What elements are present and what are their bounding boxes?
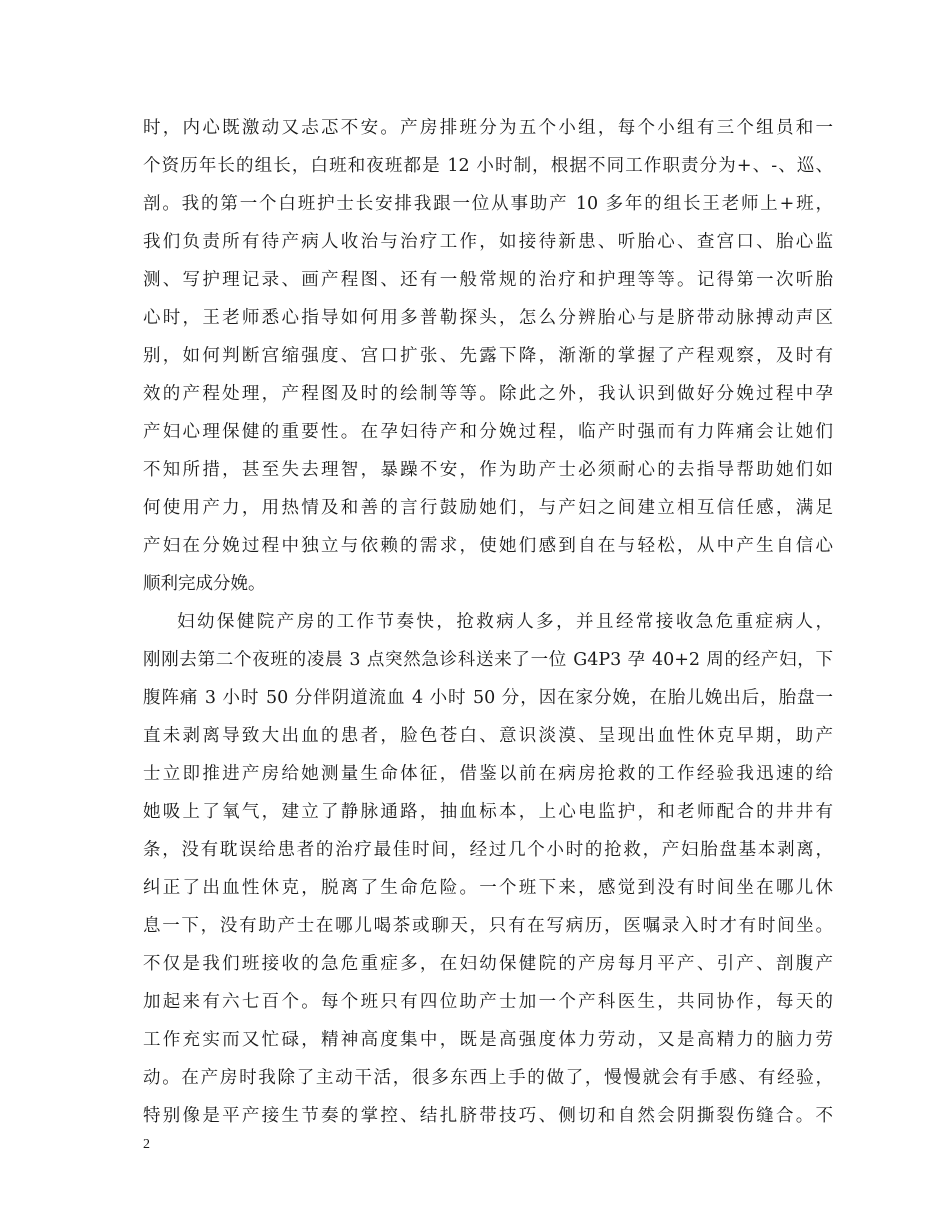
text-line: 直未剥离导致大出血的患者，脸色苍白、意识淡漠、呈现出血性休克早期，助产	[143, 726, 833, 746]
text-line: 不仅是我们班接收的急危重症多，在妇幼保健院的产房每月平产、引产、剖腹产	[143, 954, 833, 974]
text-line: 我们负责所有待产病人收治与治疗工作，如接待新患、听胎心、查宫口、胎心监	[143, 232, 833, 252]
text-line: 心时，王老师悉心指导如何用多普勒探头，怎么分辨胎心与是脐带动脉搏动声区	[143, 308, 833, 328]
text-line: 效的产程处理，产程图及时的绘制等等。除此之外，我认识到做好分娩过程中孕	[143, 384, 833, 404]
text-line: 动。在产房时我除了主动干活，很多东西上手的做了，慢慢就会有手感、有经验，	[143, 1068, 833, 1088]
text-line: 别，如何判断宫缩强度、宫口扩张、先露下降，渐渐的掌握了产程观察，及时有	[143, 346, 833, 366]
text-line: 纠正了出血性休克，脱离了生命危险。一个班下来，感觉到没有时间坐在哪儿休	[143, 878, 833, 898]
text-line: 妇幼保健院产房的工作节奏快，抢救病人多，并且经常接收急危重症病人，	[177, 612, 833, 632]
text-line: 产妇心理保健的重要性。在孕妇待产和分娩过程，临产时强而有力阵痛会让她们	[143, 422, 833, 442]
page-number: 2	[143, 1137, 150, 1152]
text-line: 个资历年长的组长，白班和夜班都是 12 小时制，根据不同工作职责分为+、-、巡、	[143, 156, 833, 176]
text-line: 刚刚去第二个夜班的凌晨 3 点突然急诊科送来了一位 G4P3 孕 40+2 周的经产妇，下	[143, 650, 833, 670]
text-line: 工作充实而又忙碌，精神高度集中，既是高强度体力劳动，又是高精力的脑力劳	[143, 1030, 833, 1050]
text-line: 时，内心既激动又忐忑不安。产房排班分为五个小组，每个小组有三个组员和一	[143, 118, 833, 138]
text-line: 息一下，没有助产士在哪儿喝茶或聊天，只有在写病历，医嘱录入时才有时间坐。	[143, 916, 833, 936]
text-line: 测、写护理记录、画产程图、还有一般常规的治疗和护理等等。记得第一次听胎	[143, 270, 833, 290]
text-line: 产妇在分娩过程中独立与依赖的需求，使她们感到自在与轻松，从中产生自信心	[143, 536, 833, 556]
text-line: 士立即推进产房给她测量生命体征，借鉴以前在病房抢救的工作经验我迅速的给	[143, 764, 833, 784]
text-line: 腹阵痛 3 小时 50 分伴阴道流血 4 小时 50 分，因在家分娩，在胎儿娩出后，胎盘一	[143, 688, 833, 708]
text-line: 不知所措，甚至失去理智，暴躁不安，作为助产士必须耐心的去指导帮助她们如	[143, 460, 833, 480]
text-line: 特别像是平产接生节奏的掌控、结扎脐带技巧、侧切和自然会阴撕裂伤缝合。不	[143, 1106, 833, 1126]
text-line: 何使用产力，用热情及和善的言行鼓励她们，与产妇之间建立相互信任感，满足	[143, 498, 833, 518]
text-line: 剖。我的第一个白班护士长安排我跟一位从事助产 10 多年的组长王老师上+班，	[143, 194, 833, 214]
text-line: 条，没有耽误给患者的治疗最佳时间，经过几个小时的抢救，产妇胎盘基本剥离，	[143, 840, 833, 860]
text-line: 顺利完成分娩。	[143, 574, 266, 594]
text-line: 她吸上了氧气，建立了静脉通路，抽血标本，上心电监护，和老师配合的井井有	[143, 802, 833, 822]
text-line: 加起来有六七百个。每个班只有四位助产士加一个产科医生，共同协作，每天的	[143, 992, 833, 1012]
